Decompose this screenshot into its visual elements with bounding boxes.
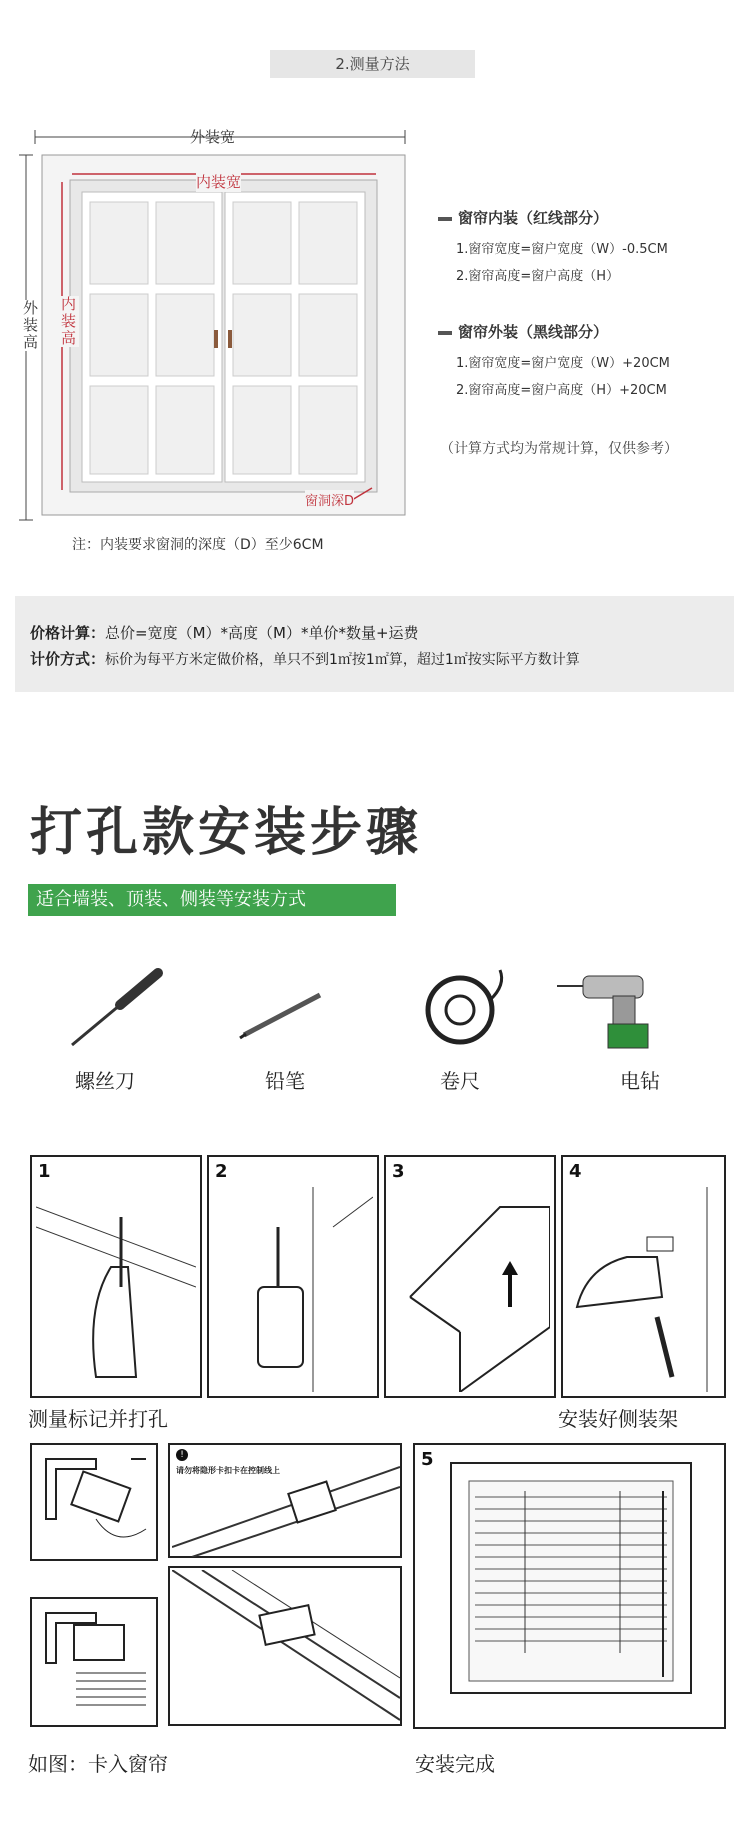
outer-width-label: 外装宽	[190, 128, 236, 146]
step-number: 1	[38, 1161, 51, 1182]
drill-icon	[553, 960, 668, 1055]
clip-detail-panel	[30, 1597, 158, 1727]
install-subtitle: 适合墙装、顶装、侧装等安装方式	[28, 884, 396, 916]
step-number: 2	[215, 1161, 228, 1182]
step-4-panel	[561, 1155, 726, 1398]
step-caption: 安装完成	[415, 1752, 495, 1776]
step-number: 5	[421, 1449, 434, 1470]
price-method: 计价方式：标价为每平方米定做价格，单只不到1㎡按1㎡算，超过1㎡按实际平方数计算	[30, 650, 580, 668]
tool-label: 铅笔	[265, 1069, 305, 1093]
inner-install-line: 1.窗帘宽度=窗户宽度（W）-0.5CM	[456, 242, 668, 257]
inner-width-label: 内装宽	[196, 173, 242, 191]
warning-icon: !	[176, 1449, 188, 1461]
tool-label: 电钻	[620, 1069, 660, 1093]
price-calc: 价格计算：总价=宽度（M）*高度（M）*单价*数量+运费	[30, 624, 419, 642]
warning-text: 请勿将隐形卡扣卡在控制线上	[176, 1466, 280, 1475]
install-title: 打孔款安装步骤	[30, 803, 423, 863]
outer-height-label: 外装高	[21, 300, 39, 351]
depth-label: 窗洞深D	[305, 490, 354, 509]
section-title: 2.测量方法	[270, 50, 475, 78]
step-number: 3	[392, 1161, 405, 1182]
screwdriver-icon	[60, 965, 170, 1055]
tool-label: 螺丝刀	[75, 1069, 135, 1093]
step-3-panel	[384, 1155, 556, 1398]
tool-label: 卷尺	[440, 1069, 480, 1093]
outer-install-line: 1.窗帘宽度=窗户宽度（W）+20CM	[456, 356, 670, 371]
pencil-icon	[238, 985, 328, 1045]
inner-height-label: 内装高	[59, 296, 77, 347]
step-5-panel	[413, 1443, 726, 1729]
calc-note: （计算方式均为常规计算，仅供参考）	[440, 441, 678, 457]
tape-measure-icon	[420, 965, 510, 1050]
step-number: 4	[569, 1161, 582, 1182]
warning-panel	[168, 1443, 402, 1558]
step-caption: 测量标记并打孔	[28, 1407, 168, 1431]
clip-install-panel	[168, 1566, 402, 1726]
clip-detail-panel	[30, 1443, 158, 1561]
depth-note: 注：内装要求窗洞的深度（D）至少6CM	[72, 537, 324, 553]
inner-install-heading: 窗帘内装（红线部分）	[438, 207, 608, 228]
step-caption: 如图：卡入窗帘	[28, 1752, 168, 1776]
outer-install-line: 2.窗帘高度=窗户高度（H）+20CM	[456, 383, 667, 398]
step-caption: 安装好侧装架	[558, 1407, 678, 1431]
outer-install-heading: 窗帘外装（黑线部分）	[438, 321, 608, 342]
inner-install-line: 2.窗帘高度=窗户高度（H）	[456, 269, 620, 284]
price-box	[15, 596, 734, 692]
step-1-panel	[30, 1155, 202, 1398]
step-2-panel	[207, 1155, 379, 1398]
